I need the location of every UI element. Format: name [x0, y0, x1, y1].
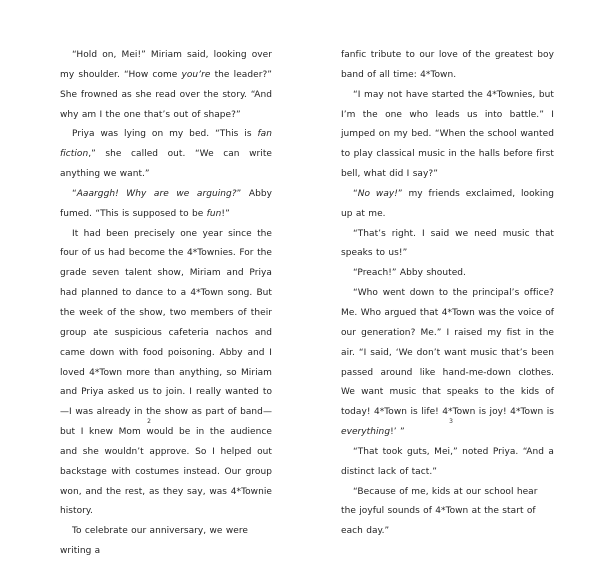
left-paragraph-4 — [60, 225, 272, 523]
right-paragraph-8 — [341, 483, 554, 543]
text-run: fanfic tribute to our love of the greatest boy band of all time: 4*Town. — [341, 50, 554, 80]
text-run: ” Abby fumed. “This is supposed to be — [60, 188, 272, 219]
text-run: ” my friends exclaimed, looking up at me. — [341, 188, 554, 219]
text-run: Priya was lying on my bed. “This is — [72, 129, 258, 140]
right-paragraph-7 — [341, 443, 554, 483]
italic-text: Aaarggh! Why are we arguing? — [76, 188, 237, 199]
left-paragraph-1 — [60, 46, 272, 125]
italic-text: No way! — [357, 188, 398, 199]
right-paragraph-2 — [341, 86, 554, 185]
right-page-text — [341, 46, 554, 542]
italic-text: everything — [341, 427, 391, 438]
right-page — [300, 0, 600, 537]
right-paragraph-5 — [341, 264, 554, 284]
text-run: “Preach!” Abby shouted. — [353, 268, 466, 279]
text-run: !” — [221, 208, 230, 219]
left-paragraph-3 — [60, 185, 272, 225]
text-run: !’ ” — [390, 427, 405, 438]
text-run: To celebrate our anniversary, we were writing a — [60, 526, 248, 557]
left-page-number: 2 — [147, 418, 151, 425]
text-run: “I may not have started the 4*Townies, but I’m the one who leads us into battle.” I jumped on my bed. “When the school wanted to play classical music in the halls before first bell, what did I say?” — [341, 89, 554, 180]
left-page — [0, 0, 300, 557]
right-paragraph-3 — [341, 185, 554, 225]
text-run: “Hold on, Mei!” Miriam said, looking over my shoulder. “How come — [60, 50, 272, 80]
text-run: “Because of me, kids at our school hear the joyful sounds of 4*Town at the start of each day.” — [341, 486, 538, 537]
text-run: “ — [72, 188, 77, 199]
text-run: “That took guts, Mei,” noted Priya. “And a distinct lack of tact.” — [341, 446, 554, 477]
text-run: ,” she called out. “We can write anything we want.” — [60, 149, 272, 180]
right-page-number: 3 — [449, 418, 453, 425]
right-paragraph-1 — [341, 46, 554, 86]
italic-text: you’re — [181, 69, 211, 80]
left-page-text — [60, 46, 272, 562]
left-paragraph-2 — [60, 125, 272, 185]
left-paragraph-5 — [60, 522, 272, 562]
right-paragraph-4 — [341, 225, 554, 265]
text-run: “Who went down to the principal’s office? Me. Who argued that 4*Town was the voice of our generation? Me.” I raised my fist in the air. “I said, ‘We don’t want music that’s been passed around like hand-me-down clothes. We want music that speaks to the kids of today! 4*Town is life! 4*Town is joy! 4*Town is — [341, 288, 554, 418]
text-run: the leader?” She frowned as she read over the story. “And why am I the one that’s out of shape?” — [60, 69, 272, 120]
italic-text: fun — [206, 208, 222, 219]
text-run: “That’s right. I said we need music that speaks to us!” — [341, 228, 554, 259]
italic-text: fan fiction — [60, 129, 272, 160]
text-run: It had been precisely one year since the four of us had become the 4*Townies. For the grade seven talent show, Miriam and Priya had planned to dance to a 4*Town song. But the week of the show, two members of their group ate suspicious cafeteria nachos and came down with food poisoning. Abby and I loved 4*Town more than anything, so Miriam and Priya asked us to join. I really wanted to—I was already in the show as part of band—but I knew Mom would be in the audience and she wouldn’t approve. So I helped out backstage with costumes instead. Our group won, and the rest, as they say, was 4*Townie history. — [60, 228, 272, 517]
text-run: “ — [353, 188, 358, 199]
